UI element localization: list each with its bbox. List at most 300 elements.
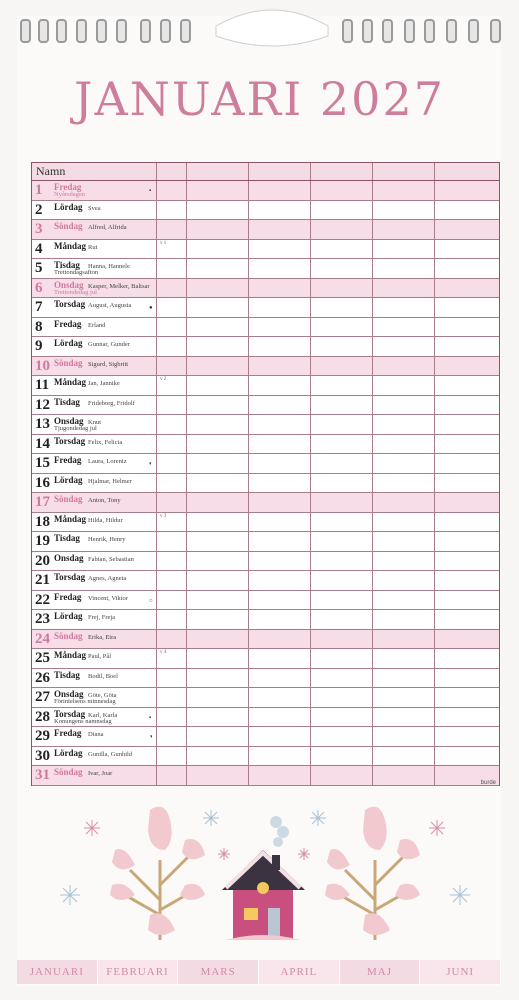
- grid-column-line: [310, 727, 311, 746]
- grid-column-line: [372, 240, 373, 259]
- grid-column-line: [186, 649, 187, 668]
- day-number: 9: [35, 338, 43, 354]
- day-row: [32, 747, 499, 767]
- holiday-note: Förintelsens minnesdag: [54, 698, 116, 705]
- left-tree-icon: [110, 807, 205, 940]
- grid-column-line: [186, 708, 187, 727]
- grid-column-line: [156, 610, 157, 629]
- grid-column-line: [248, 181, 249, 200]
- day-row: [32, 201, 499, 221]
- grid-column-line: [156, 766, 157, 785]
- name-day: Gunnar, Gunder: [88, 341, 130, 348]
- day-number: 31: [35, 767, 50, 783]
- day-number: 11: [35, 377, 50, 393]
- winter-illustration: [0, 790, 519, 960]
- grid-column-line: [372, 727, 373, 746]
- day-number: 27: [35, 689, 50, 705]
- grid-column-line: [434, 163, 435, 180]
- grid-column-line: [434, 766, 435, 785]
- grid-column-line: [156, 357, 157, 376]
- day-number: 14: [35, 435, 50, 452]
- flag-icon: ▪: [149, 188, 152, 194]
- week-number: v 4: [160, 650, 167, 655]
- day-row: [32, 610, 499, 630]
- grid-column-line: [186, 318, 187, 337]
- name-day: Alfred, Alfrida: [88, 224, 127, 231]
- grid-column-line: [186, 415, 187, 434]
- day-row: [32, 435, 499, 455]
- weekday-name: Måndag: [54, 650, 87, 660]
- grid-column-line: [310, 688, 311, 707]
- grid-column-line: [310, 376, 311, 395]
- grid-column-line: [310, 259, 311, 278]
- grid-column-line: [310, 766, 311, 785]
- grid-column-line: [248, 513, 249, 532]
- hanger-hook: [214, 6, 330, 50]
- weekday-name: Fredag: [54, 728, 82, 738]
- grid-column-line: [434, 240, 435, 259]
- grid-column-line: [156, 552, 157, 571]
- grid-column-line: [372, 279, 373, 298]
- day-number: 16: [35, 474, 50, 491]
- grid-column-line: [434, 454, 435, 473]
- name-day: Felix, Felicia: [88, 438, 123, 446]
- grid-column-line: [186, 376, 187, 395]
- grid-column-line: [248, 766, 249, 785]
- grid-column-line: [310, 610, 311, 629]
- grid-column-line: [156, 708, 157, 727]
- day-number: 17: [35, 494, 50, 510]
- grid-column-line: [156, 396, 157, 415]
- day-number: 22: [35, 591, 50, 608]
- grid-column-line: [434, 493, 435, 512]
- grid-column-line: [310, 552, 311, 571]
- grid-column-line: [186, 259, 187, 278]
- grid-column-line: [310, 415, 311, 434]
- weekday-name: Fredag: [54, 318, 82, 329]
- grid-column-line: [186, 240, 187, 259]
- day-row: [32, 337, 499, 357]
- day-row: [32, 318, 499, 338]
- grid-column-line: [186, 747, 187, 766]
- grid-column-line: [156, 376, 157, 395]
- weekday-name: Lördag: [54, 747, 83, 758]
- weekday-name: Onsdag: [54, 416, 84, 426]
- grid-column-line: [248, 727, 249, 746]
- weekday-name: Måndag: [54, 377, 87, 387]
- day-row: [32, 591, 499, 611]
- grid-column-line: [156, 454, 157, 473]
- weekday-name: Måndag: [54, 240, 87, 251]
- grid-column-line: [372, 591, 373, 610]
- grid-column-line: [310, 337, 311, 356]
- grid-column-line: [248, 376, 249, 395]
- weekday-name: Måndag: [54, 513, 87, 524]
- day-number: 23: [35, 611, 50, 627]
- grid-column-line: [310, 493, 311, 512]
- grid-column-line: [434, 552, 435, 571]
- grid-column-line: [186, 532, 187, 551]
- grid-column-line: [186, 181, 187, 200]
- day-row: [32, 279, 499, 299]
- grid-column-line: [248, 610, 249, 629]
- grid-column-line: [156, 747, 157, 766]
- day-number: 12: [35, 396, 50, 413]
- tab-februari[interactable]: FEBRUARI: [98, 960, 179, 984]
- tab-maj[interactable]: MAJ: [340, 960, 421, 984]
- grid-column-line: [248, 298, 249, 317]
- grid-header: [32, 163, 499, 181]
- grid-column-line: [434, 532, 435, 551]
- binding-ring: [468, 19, 479, 43]
- day-row: [32, 571, 499, 591]
- day-row: [32, 669, 499, 689]
- grid-column-line: [248, 669, 249, 688]
- grid-column-line: [434, 259, 435, 278]
- grid-column-line: [186, 493, 187, 512]
- name-day: Frej, Freja: [88, 614, 116, 621]
- name-day: Erland: [88, 321, 106, 329]
- day-number: 13: [35, 416, 50, 432]
- grid-column-line: [434, 688, 435, 707]
- grid-column-line: [434, 513, 435, 532]
- day-number: 1: [35, 182, 43, 198]
- day-number: 26: [35, 669, 50, 686]
- weekday-name: Tisdag: [54, 533, 80, 543]
- grid-column-line: [310, 163, 311, 180]
- binding-ring: [382, 19, 393, 43]
- grid-column-line: [186, 688, 187, 707]
- grid-column-line: [156, 259, 157, 278]
- grid-column-line: [186, 337, 187, 356]
- grid-column-line: [434, 376, 435, 395]
- grid-column-line: [434, 220, 435, 239]
- month-tabs: [17, 960, 501, 984]
- weekday-name: Lördag: [54, 338, 83, 348]
- day-row: [32, 454, 499, 474]
- binding-ring: [140, 19, 151, 43]
- week-number: v 2: [160, 377, 167, 382]
- grid-column-line: [156, 220, 157, 239]
- weekday-name: Onsdag: [54, 279, 84, 290]
- grid-column-line: [248, 454, 249, 473]
- day-row: [32, 396, 499, 416]
- name-day: Göte, Göta: [88, 692, 117, 699]
- grid-column-line: [156, 727, 157, 746]
- name-day: Diana: [88, 731, 104, 738]
- weekday-name: Tisdag: [54, 396, 80, 407]
- grid-column-line: [372, 493, 373, 512]
- grid-column-line: [186, 630, 187, 649]
- grid-column-line: [248, 688, 249, 707]
- name-day: Frideborg, Fridolf: [88, 399, 135, 407]
- grid-column-line: [310, 435, 311, 454]
- grid-column-line: [372, 376, 373, 395]
- grid-column-line: [248, 493, 249, 512]
- day-number: 30: [35, 747, 50, 764]
- name-day: Hanna, Hannele: [88, 263, 130, 270]
- grid-column-line: [434, 649, 435, 668]
- grid-column-line: [372, 649, 373, 668]
- grid-column-line: [248, 591, 249, 610]
- binding-ring: [490, 19, 501, 43]
- grid-column-line: [372, 298, 373, 317]
- binding-ring: [76, 19, 87, 43]
- grid-column-line: [372, 610, 373, 629]
- weekday-name: Lördag: [54, 201, 83, 212]
- grid-column-line: [248, 552, 249, 571]
- name-day: Laura, Lorentz: [88, 458, 127, 465]
- day-number: 8: [35, 318, 43, 335]
- grid-column-line: [156, 240, 157, 259]
- grid-column-line: [372, 552, 373, 571]
- grid-column-line: [434, 396, 435, 415]
- day-row: [32, 630, 499, 650]
- new-moon-icon: ●: [149, 305, 153, 311]
- calendar-grid: [31, 162, 500, 786]
- grid-column-line: [310, 279, 311, 298]
- grid-column-line: [310, 181, 311, 200]
- grid-column-line: [248, 318, 249, 337]
- day-number: 10: [35, 357, 50, 374]
- day-number: 25: [35, 650, 50, 666]
- name-day: Bodil, Boel: [88, 672, 118, 680]
- grid-column-line: [434, 727, 435, 746]
- grid-column-line: [434, 279, 435, 298]
- weekday-name: Tisdag: [54, 669, 80, 680]
- binding-ring: [180, 19, 191, 43]
- day-row: [32, 649, 499, 669]
- holiday-note: Nyårsdagen: [54, 191, 86, 198]
- weekday-name: Söndag: [54, 357, 83, 368]
- name-day: Hilda, Hildur: [88, 516, 123, 524]
- weekday-name: Torsdag: [54, 299, 86, 309]
- name-day: Vincent, Viktor: [88, 594, 128, 602]
- grid-column-line: [372, 337, 373, 356]
- weekday-name: Söndag: [54, 494, 83, 504]
- grid-column-line: [186, 571, 187, 590]
- grid-column-line: [372, 318, 373, 337]
- day-row: [32, 552, 499, 572]
- day-number: 20: [35, 552, 50, 569]
- month-title: JANUARI 2027: [74, 72, 445, 126]
- grid-column-line: [310, 747, 311, 766]
- grid-column-line: [156, 318, 157, 337]
- grid-column-line: [156, 571, 157, 590]
- publisher-logo: burde: [480, 780, 496, 786]
- grid-column-line: [310, 396, 311, 415]
- first-quarter-icon: ◐: [149, 461, 153, 467]
- weekday-name: Torsdag: [54, 435, 86, 446]
- right-tree-icon: [325, 807, 420, 940]
- grid-column-line: [186, 610, 187, 629]
- grid-column-line: [372, 435, 373, 454]
- day-row: [32, 415, 499, 435]
- grid-column-line: [156, 532, 157, 551]
- grid-column-line: [372, 474, 373, 493]
- grid-column-line: [186, 279, 187, 298]
- header-namn-label: Namn: [36, 164, 66, 178]
- day-row: [32, 376, 499, 396]
- day-row: [32, 727, 499, 747]
- grid-column-line: [156, 649, 157, 668]
- grid-column-line: [186, 474, 187, 493]
- day-row: [32, 493, 499, 513]
- grid-column-line: [248, 259, 249, 278]
- holiday-note: Konungens namnsdag: [54, 717, 112, 725]
- grid-column-line: [372, 571, 373, 590]
- grid-column-line: [156, 669, 157, 688]
- grid-column-line: [310, 357, 311, 376]
- grid-column-line: [186, 396, 187, 415]
- grid-column-line: [310, 630, 311, 649]
- grid-column-line: [372, 454, 373, 473]
- name-day: Rut: [88, 243, 98, 251]
- grid-column-line: [372, 630, 373, 649]
- binding-ring: [362, 19, 373, 43]
- grid-column-line: [310, 571, 311, 590]
- house-icon: [222, 816, 305, 940]
- grid-column-line: [310, 513, 311, 532]
- weekday-name: Torsdag: [54, 708, 86, 719]
- holiday-note: Trettondedag jul: [54, 288, 97, 296]
- grid-column-line: [434, 474, 435, 493]
- day-number: 4: [35, 240, 43, 257]
- day-number: 28: [35, 708, 50, 725]
- grid-column-line: [372, 201, 373, 220]
- day-row: [32, 513, 499, 533]
- grid-column-line: [372, 396, 373, 415]
- day-number: 6: [35, 279, 43, 296]
- name-day: Fabian, Sebastian: [88, 555, 134, 563]
- grid-column-line: [372, 163, 373, 180]
- grid-column-line: [310, 318, 311, 337]
- grid-column-line: [156, 688, 157, 707]
- grid-column-line: [248, 532, 249, 551]
- grid-column-line: [434, 708, 435, 727]
- name-day: Agnes, Agneta: [88, 575, 127, 582]
- flag-icon: ▪: [149, 714, 152, 721]
- day-number: 2: [35, 201, 43, 218]
- grid-column-line: [434, 435, 435, 454]
- grid-column-line: [434, 571, 435, 590]
- grid-column-line: [310, 708, 311, 727]
- weekday-name: Fredag: [54, 182, 82, 192]
- day-number: 19: [35, 533, 50, 549]
- name-day: Ivar, Joar: [88, 770, 113, 777]
- day-row: [32, 688, 499, 708]
- tab-januari[interactable]: JANUARI: [17, 960, 98, 984]
- day-row: [32, 220, 499, 240]
- day-row: [32, 298, 499, 318]
- grid-column-line: [310, 454, 311, 473]
- grid-column-line: [310, 649, 311, 668]
- day-row: [32, 240, 499, 260]
- grid-column-line: [186, 220, 187, 239]
- holiday-note: Trettondagsafton: [54, 269, 99, 276]
- grid-column-line: [186, 727, 187, 746]
- grid-column-line: [186, 201, 187, 220]
- grid-column-line: [310, 240, 311, 259]
- grid-column-line: [156, 474, 157, 493]
- binding-ring: [56, 19, 67, 43]
- grid-column-line: [372, 688, 373, 707]
- day-row: [32, 532, 499, 552]
- grid-column-line: [310, 298, 311, 317]
- weekday-name: Tisdag: [54, 260, 80, 270]
- grid-column-line: [156, 298, 157, 317]
- grid-column-line: [156, 591, 157, 610]
- grid-column-line: [186, 435, 187, 454]
- day-number: 29: [35, 728, 50, 744]
- grid-column-line: [372, 220, 373, 239]
- binding-ring: [38, 19, 49, 43]
- grid-column-line: [248, 279, 249, 298]
- tab-april[interactable]: APRIL: [259, 960, 340, 984]
- grid-column-line: [156, 279, 157, 298]
- name-day: Jan, Jannike: [88, 380, 120, 387]
- grid-column-line: [310, 201, 311, 220]
- grid-column-line: [248, 357, 249, 376]
- day-number: 18: [35, 513, 50, 530]
- grid-column-line: [186, 298, 187, 317]
- day-number: 15: [35, 455, 50, 471]
- week-number: v 3: [160, 513, 167, 519]
- day-row: [32, 708, 499, 728]
- grid-column-line: [248, 571, 249, 590]
- grid-column-line: [310, 591, 311, 610]
- grid-column-line: [156, 513, 157, 532]
- name-day: Anton, Tony: [88, 497, 121, 504]
- weekday-name: Söndag: [54, 630, 83, 641]
- grid-column-line: [248, 220, 249, 239]
- grid-column-line: [248, 415, 249, 434]
- grid-column-line: [372, 415, 373, 434]
- grid-column-line: [372, 181, 373, 200]
- weekday-name: Onsdag: [54, 552, 84, 563]
- name-day: Knut: [88, 419, 101, 426]
- grid-column-line: [372, 513, 373, 532]
- grid-column-line: [156, 163, 157, 180]
- name-day: Kasper, Melker, Baltsar: [88, 282, 150, 290]
- week-number: v 1: [160, 240, 167, 246]
- grid-column-line: [248, 747, 249, 766]
- grid-column-line: [434, 318, 435, 337]
- day-number: 24: [35, 630, 50, 647]
- day-row: [32, 474, 499, 494]
- tab-juni[interactable]: JUNI: [420, 960, 501, 984]
- tab-mars[interactable]: MARS: [178, 960, 259, 984]
- grid-column-line: [248, 240, 249, 259]
- grid-column-line: [372, 669, 373, 688]
- name-day: Gunilla, Gunhild: [88, 750, 133, 758]
- binding-ring: [96, 19, 107, 43]
- name-day: Sigurd, Sigbritt: [88, 360, 129, 368]
- grid-column-line: [156, 181, 157, 200]
- grid-column-line: [156, 337, 157, 356]
- binding-ring: [342, 19, 353, 43]
- name-day: Henrik, Henry: [88, 536, 126, 543]
- holiday-note: Tjugondedag jul: [54, 425, 97, 432]
- grid-column-line: [248, 708, 249, 727]
- binding-ring: [404, 19, 415, 43]
- day-row: [32, 181, 499, 201]
- name-day: Erika, Eira: [88, 633, 117, 641]
- grid-column-line: [372, 766, 373, 785]
- grid-column-line: [310, 669, 311, 688]
- name-day: Hjalmar, Helmer: [88, 477, 132, 485]
- grid-column-line: [156, 201, 157, 220]
